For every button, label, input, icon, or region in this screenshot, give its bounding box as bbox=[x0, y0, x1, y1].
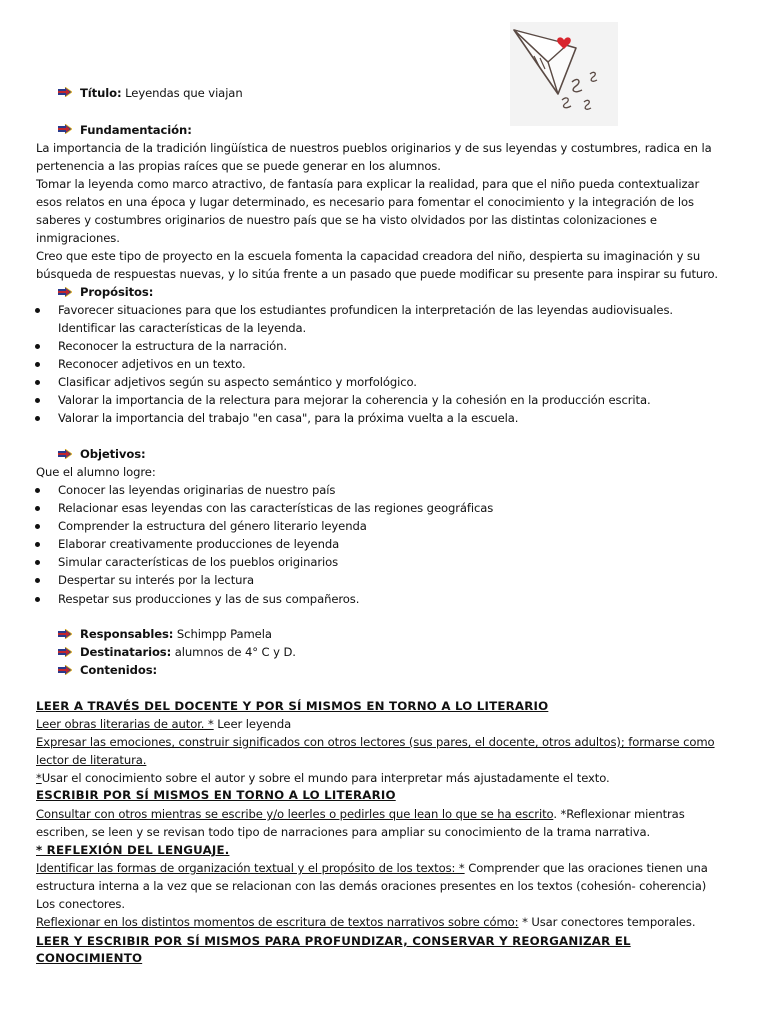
title-value: Leyendas que viajan bbox=[125, 86, 243, 100]
content-text: . *Reflexionar mientras bbox=[553, 807, 685, 821]
list-item: Elaborar creativamente producciones de leyenda bbox=[58, 537, 340, 551]
title-label: Título: bbox=[80, 86, 122, 100]
content-line bbox=[36, 913, 736, 931]
list-item: Reconocer la estructura de la narración. bbox=[58, 339, 288, 353]
responsables-line bbox=[80, 625, 768, 643]
list-item: Reconocer adjetivos en un texto. bbox=[58, 357, 246, 371]
content-text: Usar el conocimiento sobre el autor y sobre el mundo para interpretar más ajustadamente el texto. bbox=[41, 771, 610, 785]
paper-plane-heart-icon bbox=[510, 22, 618, 126]
fundamentacion-label: Fundamentación: bbox=[80, 123, 192, 137]
list-item: Simular características de los pueblos originarios bbox=[58, 555, 339, 569]
paragraph-line: Creo que este tipo de proyecto en la escuela fomenta la capacidad creadora del niño, despierta su imaginación y su bbox=[36, 249, 701, 263]
dot-bullet-icon bbox=[35, 597, 40, 602]
section-heading: CONOCIMIENTO bbox=[36, 951, 143, 965]
paragraph-line: búsqueda de respuestas nuevas, y lo sitúa frente a un pasado que puede modificar su presente para inspirar su futuro. bbox=[36, 267, 718, 281]
objetivos-label: Objetivos: bbox=[80, 447, 146, 461]
content-text: Consultar con otros mientras se escribe y/o leerles o pedirles que lean lo que se ha escrito bbox=[36, 807, 554, 821]
list-item: Conocer las leyendas originarias de nuestro país bbox=[58, 483, 336, 497]
dot-bullet-icon bbox=[35, 524, 40, 529]
arrow-bullet-icon bbox=[58, 124, 72, 134]
paragraph-line: esos relatos en una época y lugar determinado, es necesario para fomentar el conocimiento y la integración de los bbox=[36, 195, 694, 209]
propositos-label: Propósitos: bbox=[80, 285, 154, 299]
arrow-bullet-icon bbox=[58, 287, 72, 297]
content-text: Reflexionar en los distintos momentos de escritura de textos narrativos sobre cómo: bbox=[36, 915, 519, 929]
content-text: * bbox=[36, 771, 42, 785]
dot-bullet-icon bbox=[35, 488, 40, 493]
arrow-bullet-icon bbox=[58, 647, 72, 657]
paragraph-line: Tomar la leyenda como marco atractivo, de fantasía para explicar la realidad, para que el niño pueda contextualizar bbox=[36, 177, 700, 191]
content-text: Leer obras literarias de autor. * bbox=[36, 717, 214, 731]
dot-bullet-icon bbox=[35, 380, 40, 385]
title-line bbox=[80, 84, 768, 102]
content-line: escriben, se leen y se revisan todo tipo de narraciones para ampliar su conocimiento de la trama narrativa. bbox=[36, 825, 651, 839]
content-line bbox=[36, 715, 736, 733]
list-item: Relacionar esas leyendas con las características de las regiones geográficas bbox=[58, 501, 494, 515]
dot-bullet-icon bbox=[35, 344, 40, 349]
dot-bullet-icon bbox=[35, 542, 40, 547]
content-line: estructura interna a la vez que se relacionan con las demás oraciones presentes en los textos (cohesión- coherencia) bbox=[36, 879, 707, 893]
list-item: Respetar sus producciones y las de sus compañeros. bbox=[58, 592, 360, 606]
content-line bbox=[36, 805, 736, 823]
list-item: Comprender la estructura del género literario leyenda bbox=[58, 519, 367, 533]
dot-bullet-icon bbox=[35, 362, 40, 367]
arrow-bullet-icon bbox=[58, 629, 72, 639]
content-line: Los conectores. bbox=[36, 897, 125, 911]
list-item: Clasificar adjetivos según su aspecto semántico y morfológico. bbox=[58, 375, 417, 389]
responsables-value: Schimpp Pamela bbox=[176, 627, 272, 641]
list-item: Despertar su interés por la lectura bbox=[58, 573, 255, 587]
objetivos-intro: Que el alumno logre: bbox=[36, 465, 156, 479]
list-item: Favorecer situaciones para que los estudiantes profundicen la interpretación de las leyendas audiovisuales. bbox=[58, 303, 673, 317]
content-line bbox=[36, 859, 736, 877]
dot-bullet-icon bbox=[35, 560, 40, 565]
section-heading: LEER A TRAVÉS DEL DOCENTE Y POR SÍ MISMOS EN TORNO A LO LITERARIO bbox=[36, 699, 549, 713]
responsables-label: Responsables: bbox=[80, 627, 174, 641]
dot-bullet-icon bbox=[35, 416, 40, 421]
destinatarios-value: alumnos de 4° C y D. bbox=[174, 645, 296, 659]
paragraph-line: La importancia de la tradición lingüística de nuestros pueblos originarios y de sus leyendas y costumbres, radica en la bbox=[36, 141, 712, 155]
dot-bullet-icon bbox=[35, 308, 40, 313]
list-item: Valorar la importancia del trabajo "en casa", para la próxima vuelta a la escuela. bbox=[58, 411, 519, 425]
list-item: Valorar la importancia de la relectura para mejorar la coherencia y la cohesión en la producción escrita. bbox=[58, 393, 651, 407]
list-item: Identificar las características de la leyenda. bbox=[58, 321, 307, 335]
dot-bullet-icon bbox=[35, 398, 40, 403]
paragraph-line: inmigraciones. bbox=[36, 231, 120, 245]
dot-bullet-icon bbox=[35, 506, 40, 511]
content-text: Comprender que las oraciones tienen una bbox=[464, 861, 708, 875]
arrow-bullet-icon bbox=[58, 87, 72, 97]
content-line: lector de literatura. bbox=[36, 753, 147, 767]
dot-bullet-icon bbox=[35, 578, 40, 583]
content-text: * Usar conectores temporales. bbox=[518, 915, 696, 929]
paragraph-line: saberes y costumbres originarios de nuestro país que se ha visto olvidados por las distintas colonizaciones e bbox=[36, 213, 657, 227]
destinatarios-line bbox=[80, 643, 768, 661]
content-text: Identificar las formas de organización textual y el propósito de los textos: * bbox=[36, 861, 465, 875]
paragraph-line: pertenencia a las propias raíces que se puede generar en los alumnos. bbox=[36, 159, 441, 173]
content-text: Leer leyenda bbox=[213, 717, 292, 731]
section-heading: * REFLEXIÓN DEL LENGUAJE. bbox=[36, 843, 230, 857]
section-heading: ESCRIBIR POR SÍ MISMOS EN TORNO A LO LITERARIO bbox=[36, 788, 396, 802]
contenidos-label: Contenidos: bbox=[80, 663, 158, 677]
content-line bbox=[36, 769, 736, 787]
section-heading: LEER Y ESCRIBIR POR SÍ MISMOS PARA PROFUNDIZAR, CONSERVAR Y REORGANIZAR EL bbox=[36, 934, 631, 948]
arrow-bullet-icon bbox=[58, 665, 72, 675]
arrow-bullet-icon bbox=[58, 449, 72, 459]
destinatarios-label: Destinatarios: bbox=[80, 645, 172, 659]
content-line: Expresar las emociones, construir significados con otros lectores (sus pares, el docente, otros adultos); formarse como bbox=[36, 735, 715, 749]
